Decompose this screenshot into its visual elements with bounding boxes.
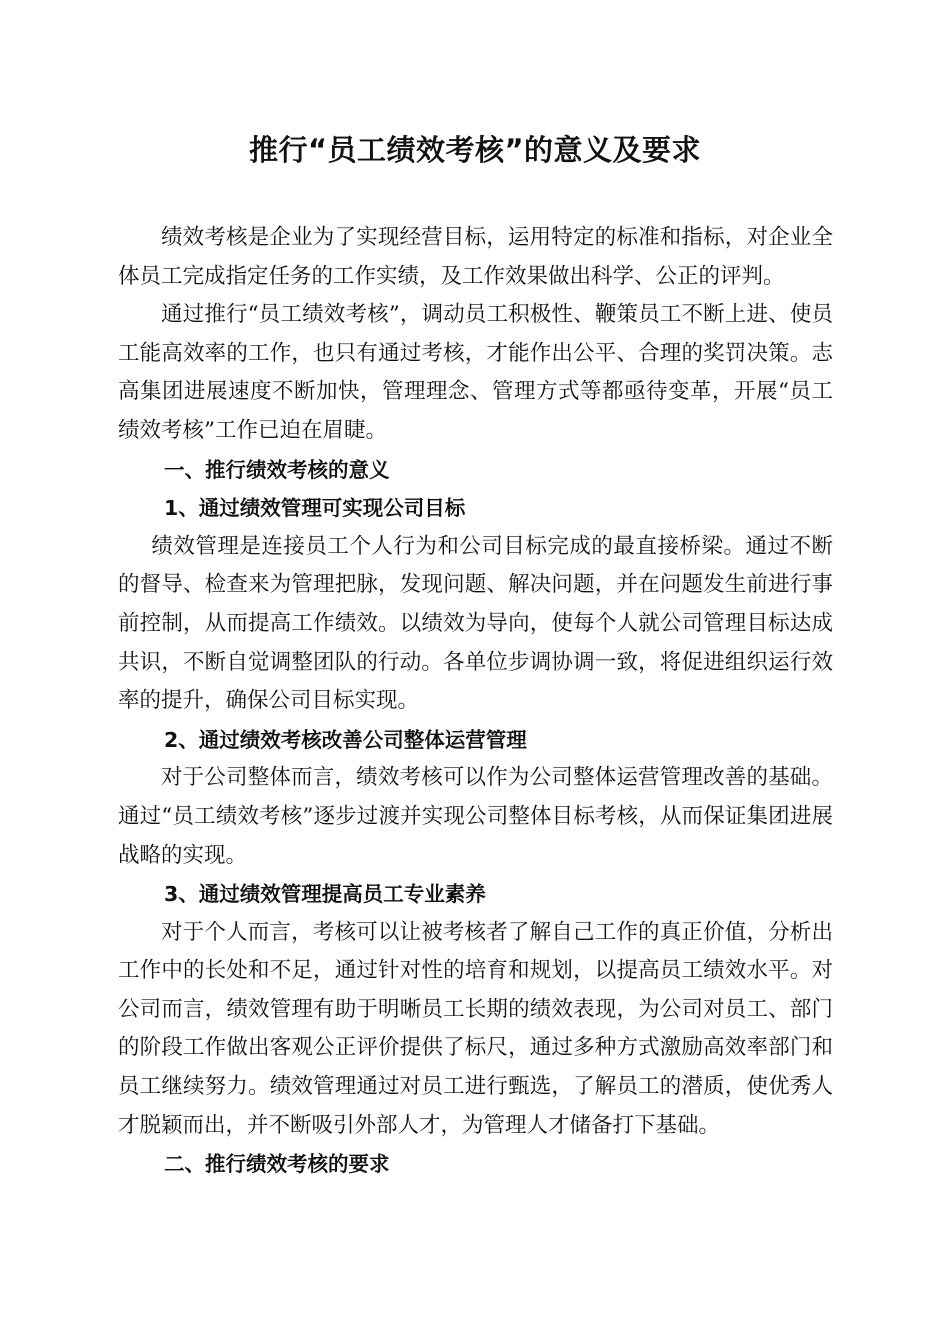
subheading-operations: 2、通过绩效考核改善公司整体运营管理 — [164, 727, 527, 752]
section-heading-requirements: 二、推行绩效考核的要求 — [164, 1152, 390, 1177]
paragraph-operations: 对于公司整体而言，绩效考核可以作为公司整体运营管理改善的基础。通过“员工绩效考核”逐步过渡并实现公司整体目标考核，从而保证集团进展战略的实现。 — [118, 765, 833, 868]
section-heading-significance: 一、推行绩效考核的意义 — [164, 457, 390, 482]
document-title: 推行“员工绩效考核”的意义及要求 — [248, 133, 702, 167]
document-body — [118, 219, 833, 1184]
subheading-professional-quality: 3、通过绩效管理提高员工专业素养 — [164, 882, 486, 907]
paragraph-purpose: 通过推行“员工绩效考核”，调动员工积极性、鞭策员工不断上进、使员工能高效率的工作，也只有通过考核，才能作出公平、合理的奖罚决策。志高集团进展速度不断加快，管理理念、管理方式等都亟待变革，开展“员工绩效考核”工作已迫在眉睫。 — [118, 302, 833, 443]
subheading-company-goals: 1、通过绩效管理可实现公司目标 — [164, 496, 466, 521]
paragraph-professional-quality: 对于个人而言，考核可以让被考核者了解自己工作的真正价值，分析出工作中的长处和不足，通过针对性的培育和规划，以提高员工绩效水平。对公司而言，绩效管理有助于明晰员工长期的绩效表现，为公司对员工、部门的阶段工作做出客观公正评价提供了标尺，通过多种方式激励高效率部门和员工继续努力。绩效管理通过对员工进行甄选，了解员工的潜质，使优秀人才脱颖而出，并不断吸引外部人才，为管理人才储备打下基础。 — [118, 919, 833, 1138]
paragraph-definition: 绩效考核是企业为了实现经营目标，运用特定的标准和指标，对企业全体员工完成指定任务的工作实绩，及工作效果做出科学、公正的评判。 — [118, 225, 833, 289]
paragraph-company-goals: 绩效管理是连接员工个人行为和公司目标完成的最直接桥梁。通过不断的督导、检查来为管理把脉，发现问题、解决问题，并在问题发生前进行事前控制，从而提高工作绩效。以绩效为导向，使每个人就公司管理目标达成共识，不断自觉调整团队的行动。各单位步调协调一致，将促进组织运行效率的提升，确保公司目标实现。 — [118, 533, 833, 714]
